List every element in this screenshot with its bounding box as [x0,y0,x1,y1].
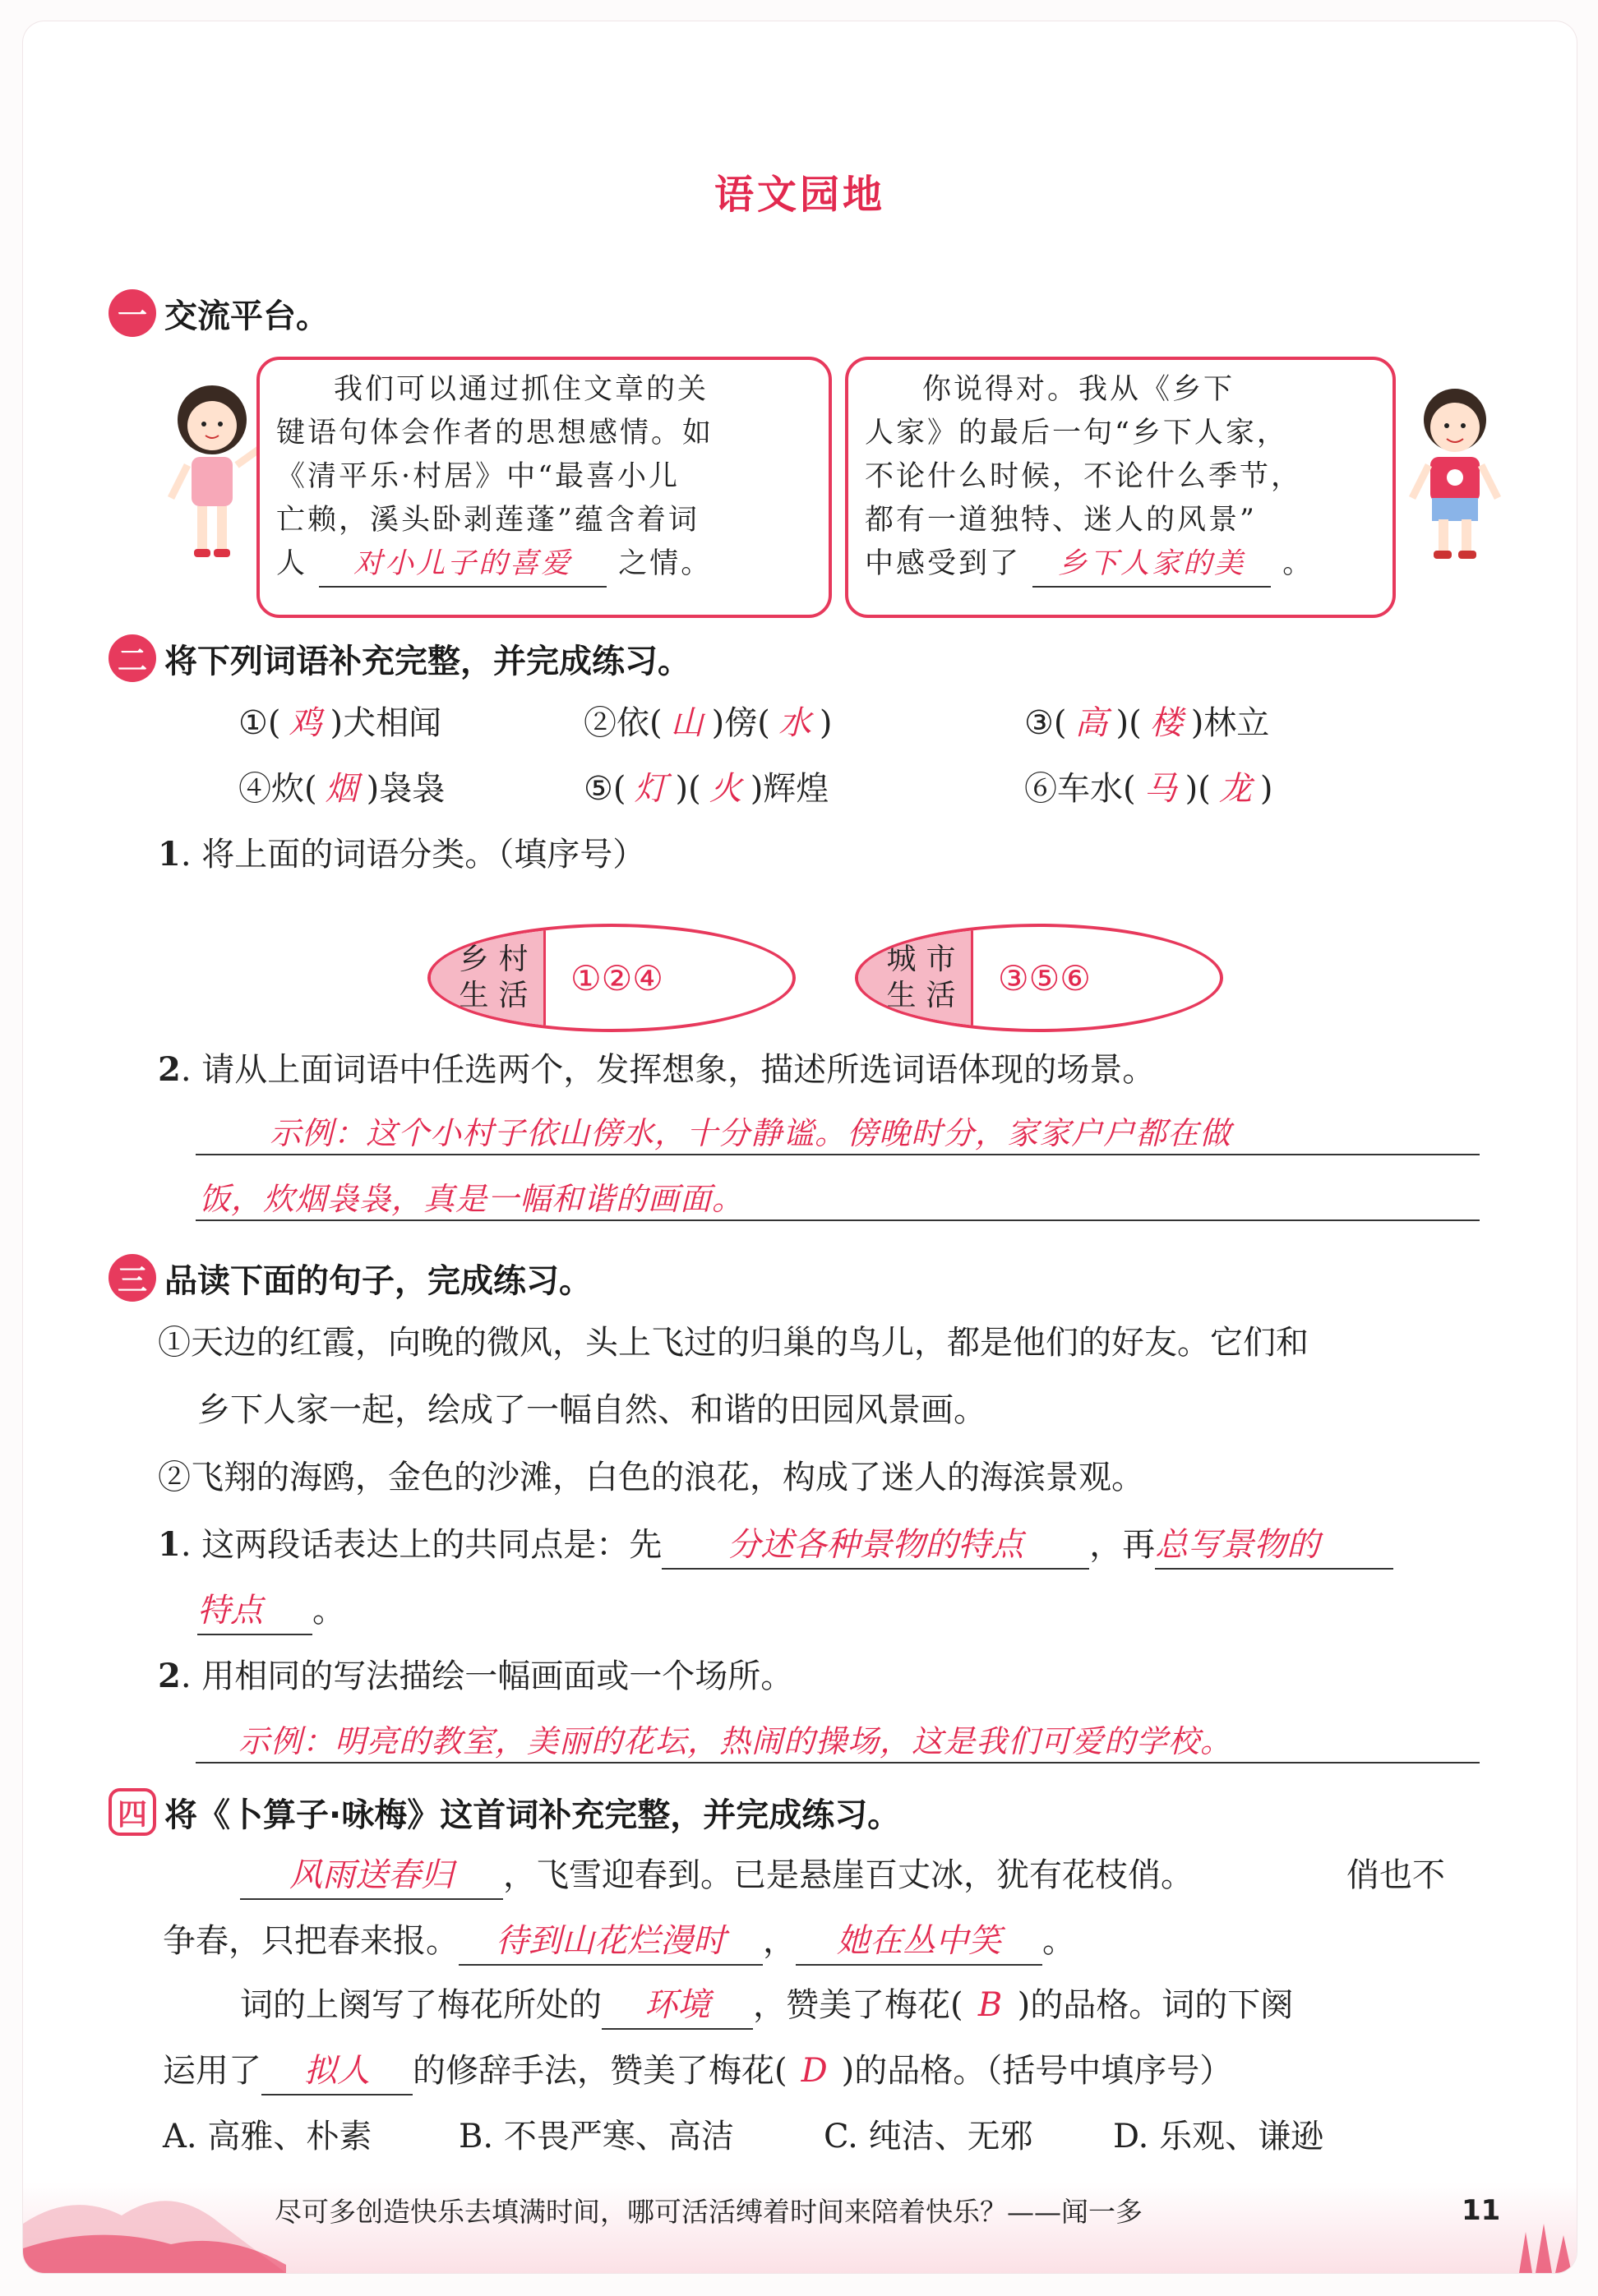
answer-field: 风雨送春归 [240,1852,503,1900]
passage-line: 乡下人家一起，绘成了一幅自然、和谐的田园风景画。 [197,1391,986,1429]
question-4-line-1 [240,1982,1293,2030]
answer-field: 楼 [1149,704,1183,742]
question-text: . 将上面的词语分类。（填序号） [180,836,646,874]
section-badge: 一 [109,289,156,337]
answer-field: B [977,1986,1003,2024]
section-title: 品读下面的句子，完成练习。 [164,1261,592,1300]
question-4-line-2 [163,2048,1232,2095]
option-a: A. 高雅、朴素 [163,2118,372,2155]
answer-line: 饭，炊烟袅袅，真是一幅和谐的画面。 [199,1181,745,1217]
section-1-heading [109,289,329,337]
option-c: C. 纯洁、无邪 [824,2118,1033,2155]
question-number: 2 [158,1050,181,1089]
answer-field: D [801,2052,828,2090]
idiom-text: ②依( [584,704,663,742]
question-number: 1 [158,1525,181,1564]
option-b: B. 不畏严寒、高洁 [459,2118,734,2155]
bubble-text: 人 [276,547,308,580]
answer-field: 鸡 [289,704,322,742]
question-text: ，赞美了梅花( [753,1986,963,2024]
question-text: 。 [312,1592,345,1630]
idiom-text: ⑥车水( [1024,770,1136,808]
question-text: ，再 [1089,1526,1156,1564]
category-oval-urban [855,924,1223,1032]
category-label-line: 城市 [886,943,966,976]
category-label-line: 生活 [459,979,538,1012]
poem-text: ，飞雪迎春到。已是悬崖百丈冰，犹有花枝俏。 [503,1856,1194,1894]
idiom-text: ⑤( [584,770,626,808]
poem-text: ， [763,1922,796,1960]
bubble-line: 都有一道独特、迷人的风景” [865,504,1257,537]
answer-field: 特点 [197,1588,312,1635]
section-title: 将《卜算子·咏梅》这首词补充完整，并完成练习。 [164,1796,901,1834]
bubble-line: 键语句体会作者的思想感情。如 [276,417,714,450]
answer-field: 乡下人家的美 [1032,542,1271,588]
answer-field: ③⑤⑥ [998,957,1091,998]
option-d: D. 乐观、谦逊 [1113,2118,1324,2155]
poem-text: 争春，只把春来报。 [163,1922,459,1960]
idiom-item-1 [238,700,441,746]
idiom-text: )( [675,770,701,808]
poem-line-2 [163,1918,1075,1966]
landscape-decoration-icon [23,2158,286,2273]
question-3-1-cont [197,1588,345,1635]
category-oval-rural [427,924,796,1032]
answer-field: 烟 [325,770,358,808]
question-text: 的修辞手法，赞美了梅花( [413,2052,787,2090]
section-title: 将下列词语补充完整，并完成练习。 [164,642,690,680]
page-title: 语文园地 [714,172,885,218]
question-text: . 请从上面词语中任选两个，发挥想象，描述所选词语体现的场景。 [180,1051,1156,1089]
boy-illustration-icon [1397,375,1513,572]
answer-field: 她在丛中笑 [796,1918,1042,1966]
bubble-line: 《清平乐·村居》中“最喜小儿 [276,460,681,493]
bubble-line: 人家》的最后一句“乡下人家， [865,417,1288,450]
page-number: 11 [1462,2194,1501,2227]
answer-field: 灯 [634,770,667,808]
idiom-item-5 [584,766,829,812]
idiom-text: )袅袅 [366,770,446,808]
idiom-text: )林立 [1190,704,1270,742]
question-number: 2 [158,1657,181,1695]
question-2-2 [158,1047,1155,1093]
idiom-item-6 [1024,766,1272,812]
section-3-heading [109,1254,592,1302]
idiom-text: ) [819,704,833,742]
writing-line [196,1154,1480,1155]
poem-text: 。 [1042,1922,1075,1960]
idiom-item-3 [1024,700,1269,746]
writing-line [196,1762,1480,1763]
poem-line-1 [240,1852,1194,1900]
section-badge: 三 [109,1254,156,1302]
idiom-text: ④炊( [238,770,317,808]
bubble-text: 之情。 [618,547,713,580]
answer-field: 水 [778,704,811,742]
question-number: 1 [158,835,181,874]
bubble-line: 不论什么时候，不论什么季节， [865,460,1303,493]
idiom-text: )( [1115,704,1142,742]
answer-field: 火 [709,770,742,808]
poem-text: 俏也不 [1346,1856,1445,1894]
answer-line: 示例：明亮的教室，美丽的花坛，热闹的操场，这是我们可爱的学校。 [238,1723,1233,1759]
question-text: )的品格。词的下阕 [1017,1986,1294,2024]
bubble-line: 我们可以通过抓住文章的关 [334,373,709,406]
category-label [858,927,973,1029]
answer-field: 拟人 [261,2048,413,2095]
girl-speech-bubble [256,357,832,618]
bubble-text: 。 [1282,547,1314,580]
section-badge: 四 [109,1788,156,1836]
grass-decoration-icon [1511,2183,1577,2273]
answer-field: 环境 [602,1982,753,2030]
question-text: 运用了 [163,2052,261,2090]
writing-line [196,1219,1480,1221]
question-3-1 [158,1522,1393,1570]
question-text: )的品格。（括号中填序号） [841,2052,1233,2090]
answer-field: 高 [1074,704,1108,742]
question-2-1 [158,832,645,878]
passage-line: ②飞翔的海鸥，金色的沙滩，白色的浪花，构成了迷人的海滨景观。 [158,1459,1144,1496]
answer-field: 龙 [1218,770,1252,808]
idiom-text: )犬相闻 [330,704,442,742]
section-badge: 二 [109,634,156,682]
section-title: 交流平台。 [164,297,329,335]
footer-motto: 尽可多创造快乐去填满时间，哪可活活缚着时间来陪着快乐？——闻一多 [275,2196,1143,2228]
idiom-text: )( [1185,770,1211,808]
answer-field: ①②④ [570,957,663,998]
bubble-text: 中感受到了 [865,547,1022,580]
boy-speech-bubble [845,357,1396,618]
idiom-text: ③( [1024,704,1067,742]
idiom-text: ) [1259,770,1273,808]
answer-line: 示例：这个小村子依山傍水，十分静谧。傍晚时分，家家户户都在做 [270,1115,1232,1151]
question-text: 词的上阕写了梅花所处的 [240,1986,602,2024]
idiom-text: )傍( [711,704,770,742]
answer-field: 待到山花烂漫时 [459,1918,763,1966]
answer-field: 分述各种景物的特点 [662,1522,1089,1570]
workbook-page [23,21,1577,2273]
idiom-text: )辉煌 [750,770,829,808]
section-4-heading [109,1788,900,1836]
category-label [431,927,546,1029]
question-text: . 用相同的写法描绘一幅画面或一个场所。 [180,1657,794,1695]
answer-field: 山 [670,704,704,742]
answer-field: 总写景物的 [1155,1522,1393,1570]
answer-field: 马 [1143,770,1177,808]
question-text: . 这两段话表达上的共同点是：先 [180,1526,663,1564]
category-label-line: 乡村 [459,943,538,976]
girl-illustration-icon [163,375,270,572]
passage-line: ①天边的红霞，向晚的微风，头上飞过的归巢的鸟儿，都是他们的好友。它们和 [158,1324,1309,1362]
idiom-text: ①( [238,704,281,742]
bubble-line: 你说得对。我从《乡下 [922,373,1235,406]
bubble-line: 亡赖，溪头卧剥莲蓬”蕴含着词 [276,504,700,537]
section-2-heading [109,634,690,682]
idiom-item-4 [238,766,445,812]
answer-field: 对小儿子的喜爱 [319,542,607,588]
idiom-item-2 [584,700,832,746]
question-3-2 [158,1653,793,1699]
category-label-line: 生活 [886,979,966,1012]
